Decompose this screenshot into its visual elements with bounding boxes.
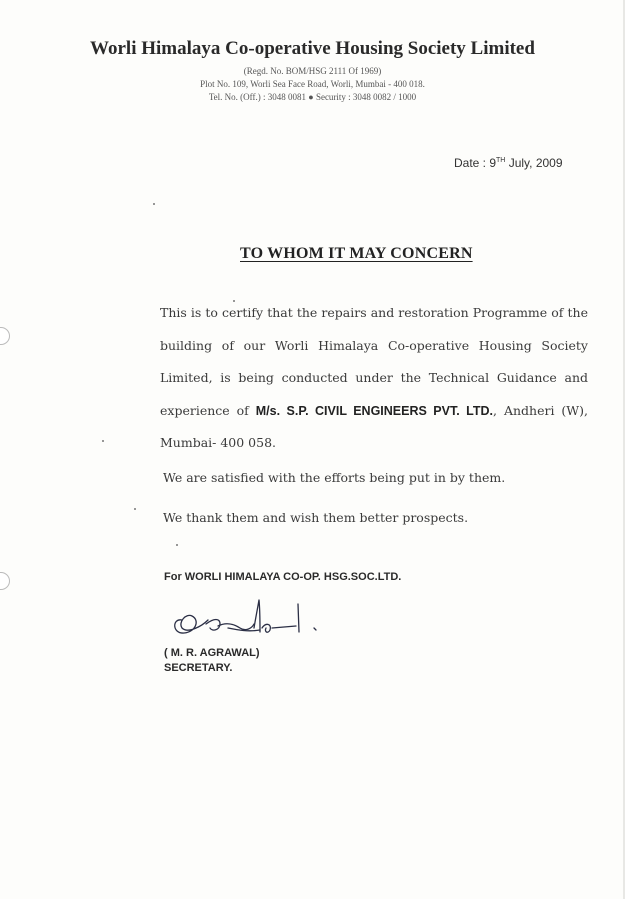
registration-number: (Regd. No. BOM/HSG 2111 Of 1969) [243,66,382,76]
paper-speck [134,508,136,510]
satisfaction-statement: We are satisfied with the efforts being put in by them. [163,470,506,485]
punch-hole [0,327,10,345]
date-ordinal: TH [496,157,506,164]
letter-date [454,156,563,170]
thanks-statement: We thank them and wish them better prospects. [163,510,469,525]
paper-speck [176,544,178,546]
letter-heading: TO WHOM IT MAY CONCERN [240,245,473,262]
paragraph-text-end: , Andheri (W), Mumbai- 400 058. [160,402,589,450]
signatory-designation: SECRETARY. [164,662,233,674]
society-name: Worli Himalaya Co-operative Housing Society Limited [90,38,535,59]
certification-paragraph [160,297,588,460]
telephone-numbers: Tel. No. (Off.) : 3048 0081 ● Security : 3048 0082 / 1000 [208,92,417,102]
on-behalf-of-line: For WORLI HIMALAYA CO-OP. HSG.SOC.LTD. [164,571,402,583]
date-prefix: Date : 9 [454,156,497,170]
punch-hole [0,572,10,590]
paragraph-text-start: This is to certify that the repairs and restoration Programme of the building of our Worli Himalaya Co-operative Housing Society Limited, is being conducted under the Technical Guidance and experience of [160,305,588,418]
paper-speck [153,203,155,205]
signatory-name: ( M. R. AGRAWAL) [164,647,260,659]
society-address: Plot No. 109, Worli Sea Face Road, Worli, Mumbai - 400 018. [200,79,425,89]
date-month-year: July, 2009 [505,156,563,170]
paper-speck [102,440,104,442]
handwritten-signature [168,598,328,644]
paper-speck [233,300,235,302]
company-name: M/s. S.P. CIVIL ENGINEERS PVT. LTD. [255,403,494,418]
